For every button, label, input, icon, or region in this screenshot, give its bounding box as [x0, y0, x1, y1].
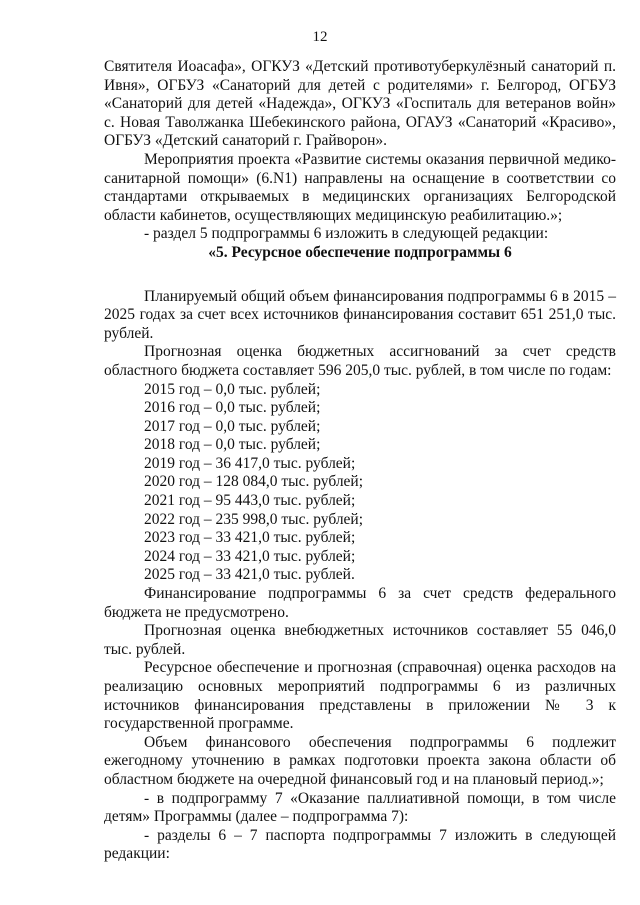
paragraph-subprogram7: - в подпрограмму 7 «Оказание паллиативной помощи, в том числе детям» Программы (далее – подпрограмма 7): [104, 789, 616, 826]
paragraph-regional-budget: Прогнозная оценка бюджетных ассигнований за счет средств областного бюджета составляет 596 205,0 тыс. рублей, в том числе по годам: [104, 343, 616, 379]
year-item: 2018 год – 0,0 тыс. рублей; [144, 436, 321, 454]
year-item: 2022 год – 235 998,0 тыс. рублей; [144, 510, 364, 528]
year-item: 2024 год – 33 421,0 тыс. рублей; [144, 547, 356, 565]
paragraph-resource-provision: Ресурсное обеспечение и прогнозная (справочная) оценка расходов на реализацию основных мероприятий подпрограммы 6 из различных источников финансирования представлены в приложении № 3 к государственной программе. [104, 659, 616, 733]
year-item: 2016 год – 0,0 тыс. рублей; [144, 399, 321, 417]
document-body [104, 58, 616, 864]
year-item: 2017 год – 0,0 тыс. рублей; [144, 417, 321, 435]
paragraph-section5-instruction: - раздел 5 подпрограммы 6 изложить в следующей редакции: [144, 225, 549, 243]
yearly-funding-list [104, 381, 616, 586]
paragraph-federal-budget: Финансирование подпрограммы 6 за счет средств федерального бюджета не предусмотрено. [104, 585, 616, 621]
paragraph-extrabudgetary: Прогнозная оценка внебюджетных источников составляет 55 046,0 тыс. рублей. [104, 622, 616, 658]
paragraph-sections-6-7: - разделы 6 – 7 паспорта подпрограммы 7 изложить в следующей редакции: [104, 826, 616, 863]
paragraph-project-6n1: Мероприятия проекта «Развитие системы оказания первичной медико-санитарной помощи» (6.N1) направлены на оснащение в соответствии со стандартами открываемых в медицинских организациях Белгородской области кабинетов, осуществляющих медицинскую реабилитацию.»; [104, 150, 616, 224]
section-heading: «5. Ресурсное обеспечение подпрограммы 6 [208, 243, 512, 261]
page-number: 12 [312, 29, 328, 45]
year-item: 2019 год – 36 417,0 тыс. рублей; [144, 454, 356, 472]
year-item: 2023 год – 33 421,0 тыс. рублей; [144, 529, 356, 547]
paragraph-total-funding: Планируемый общий объем финансирования подпрограммы 6 в 2015 – 2025 годах за счет всех источников финансирования составит 651 251,0 тыс. рублей. [104, 287, 616, 342]
paragraph-annual-adjustment: Объем финансового обеспечения подпрограммы 6 подлежит ежегодному уточнению в рамках подготовки проекта закона области об областном бюджете на очередной финансовый год и на плановый период.»; [104, 733, 616, 788]
year-item: 2025 год – 33 421,0 тыс. рублей. [144, 566, 355, 584]
year-item: 2020 год – 128 084,0 тыс. рублей; [144, 473, 364, 491]
paragraph-sanatoria-list: Святителя Иоасафа», ОГКУЗ «Детский противотуберкулёзный санаторий п. Ивня», ОГБУЗ «Санаторий для детей с родителями» г. Белгород, ОГБУЗ «Санаторий для детей «Надежда», ОГКУЗ «Госпиталь для ветеранов войн» с. Новая Таволжанка Шебекинского района, ОГАУЗ «Санаторий «Красиво», ОГБУЗ «Детский санаторий г. Грайворон». [104, 58, 616, 150]
year-item: 2015 год – 0,0 тыс. рублей; [144, 380, 321, 398]
year-item: 2021 год – 95 443,0 тыс. рублей; [144, 492, 356, 510]
